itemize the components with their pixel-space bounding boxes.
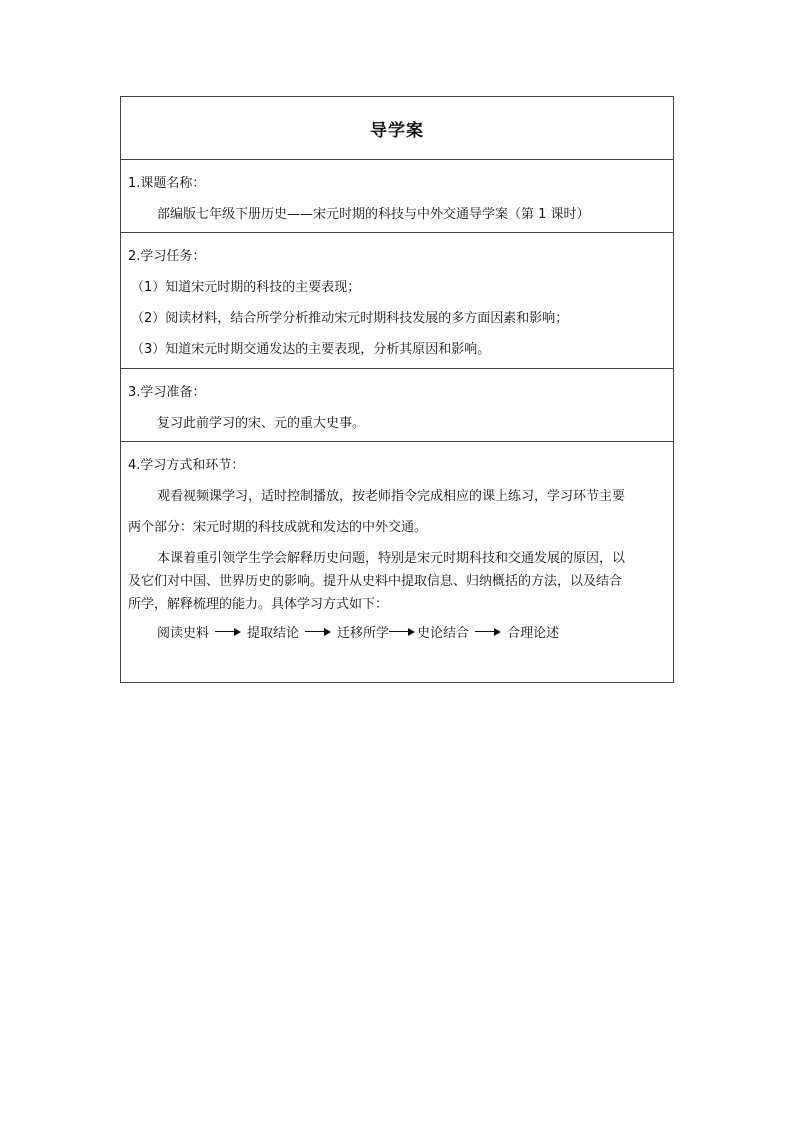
title-row (121, 97, 673, 160)
method-paragraph-line: 所学，解释梳理的能力。具体学习方式如下： (128, 597, 389, 612)
section-heading: 3.学习准备： (128, 385, 206, 400)
flow-step: 提取结论 (247, 626, 300, 641)
topic-text: 部编版七年级下册历史——宋元时期的科技与中外交通导学案（第 1 课时） (157, 207, 590, 222)
preparation-text: 复习此前学习的宋、元的重大史事。 (157, 416, 366, 431)
flow-step: 史论结合 (417, 626, 470, 641)
guide-table (120, 96, 674, 683)
method-paragraph-line: 本课着重引领学生学会解释历史问题，特别是宋元时期科技和交通发展的原因，以 (157, 551, 626, 566)
task-item: （2）阅读材料，结合所学分析推动宋元时期科技发展的多方面因素和影响； (131, 311, 569, 326)
section-heading: 4.学习方式和环节： (128, 458, 245, 473)
flow-step: 合理论述 (507, 626, 560, 641)
section-topic (121, 160, 673, 233)
task-item: （1）知道宋元时期的科技的主要表现； (131, 280, 361, 295)
arrow-right-icon (305, 627, 331, 637)
section-heading: 1.课题名称： (128, 176, 206, 191)
flow-step: 迁移所学 (337, 626, 390, 641)
method-paragraph-line: 两个部分：宋元时期的科技成就和发达的中外交通。 (128, 520, 428, 535)
task-item: （3）知道宋元时期交通发达的主要表现，分析其原因和影响。 (131, 342, 491, 357)
learning-flow (157, 622, 559, 641)
section-preparation (121, 369, 673, 442)
section-tasks (121, 233, 673, 369)
section-heading: 2.学习任务： (128, 249, 206, 264)
document-title: 导学案 (370, 121, 424, 141)
method-paragraph-line: 及它们对中国、世界历史的影响。提升从史料中提取信息、归纳概括的方法，以及结合 (128, 574, 623, 589)
method-paragraph-line: 观看视频课学习，适时控制播放，按老师指令完成相应的课上练习，学习环节主要 (157, 489, 626, 504)
section-method (121, 442, 673, 682)
flow-step: 阅读史料 (157, 626, 210, 641)
arrow-right-icon (475, 627, 501, 637)
arrow-right-icon (215, 627, 241, 637)
arrow-right-icon (389, 627, 415, 637)
